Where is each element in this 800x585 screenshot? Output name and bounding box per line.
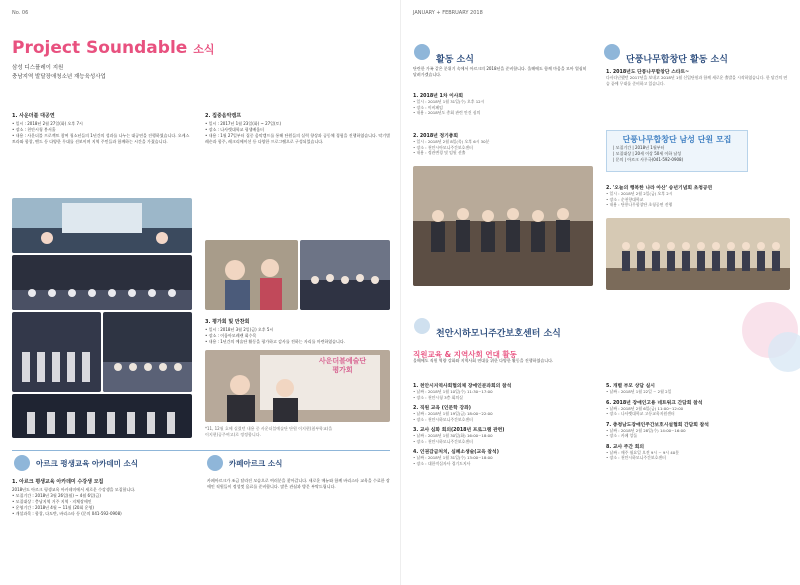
evaluation-banner-line2: 평가회: [332, 366, 353, 374]
center-title: [436, 321, 561, 340]
recruit-banner-lines: [613, 145, 745, 163]
activity-photo: [413, 166, 593, 286]
choir-section-1: [606, 64, 790, 86]
concert-body: • 내용 : 사운더블 프로젝트 참여 청소년들의 1년간의 성과를 나누는 대공연을 진행하였습니다. 오케스트라와 합창, 밴드 등 다양한 무대를 선보이며 지역 주민들과 함께하는 시간을 가졌습니다.: [12, 133, 190, 144]
decorative-circles: [730, 300, 800, 380]
center-item-2-heading: 2. 직원 교육 (인문학 강좌): [413, 406, 471, 411]
activity-item-1-heading: 1. 2018년 1차 이사회: [413, 94, 464, 99]
center-item-3-heading: 3. 교사 심화 회의(2018년 프로그램 관련): [413, 428, 505, 433]
section-concert: [12, 112, 192, 145]
activity-icon: [414, 44, 430, 60]
camp-photo-2: [300, 240, 390, 310]
academy-title: 아르크 평생교육 아카데미 소식: [36, 459, 139, 468]
concert-photo-3: [12, 312, 101, 392]
section-evaluation: [205, 318, 390, 345]
evaluation-banner-line1: 사운더블예술단: [318, 357, 367, 365]
activity-item-1-body: • 일시 : 2018년 1월 31일(수) 오후 12시 • 장소 : 이비페임 • 내용 : 2018년도 총회 관련 안건 심의: [413, 99, 485, 115]
concert-heading: 1. 사운더블 대공연: [12, 113, 55, 119]
center-title-text: 천안시하모니주간보호센터 소식: [436, 329, 561, 339]
page-number: No. 06: [12, 10, 29, 16]
camp-body: • 내용 : 1월 27일부터 집중 음악캠프를 통해 단원들의 실력 향상과 공동체 경험을 진행하였습니다. 악기별 레슨과 합주, 레크리에이션 등 다양한 프로그램으로 구성되었습니다.: [205, 133, 390, 144]
evaluation-banner: [305, 357, 380, 375]
academy-line-2: • 모집대상 : 충남지역 거주 지역 · 지체장애인: [12, 499, 92, 504]
cafe-title: 카페아르크 소식: [229, 459, 283, 468]
center-icon: [414, 318, 430, 334]
center-item-5-body: • 날짜 : 2018년 1월 22일 ~ 2월 2일: [606, 389, 672, 394]
academy-line-4: • 개설과목 : 합창, 다도반, 바리스타 등 (문의 041-592-0908): [12, 511, 122, 516]
title-main: Project Soundable: [12, 38, 188, 58]
concert-meta2: • 장소 : 천안시청 봉서홀: [12, 127, 56, 132]
activity-title-text: 활동 소식: [436, 55, 474, 65]
center-item-8-heading: 8. 교사 주간 회의: [606, 444, 644, 450]
center-item-1-heading: 1. 천안시지역사회협의체 장애인분과회의 참석: [413, 384, 512, 389]
camp-meta2: • 장소 : 나사렛대학교 평생배움터: [205, 127, 265, 132]
recruit-banner: [606, 130, 748, 172]
cafe-icon: [207, 455, 223, 471]
correction-caption: [205, 426, 390, 438]
activity-item-2-body: • 일시 : 2018년 2월 8일(목) 오후 6시 30분 • 장소 : 천안시아모니주간보호센터 • 내용 : 정관변경 및 임원 선출: [413, 139, 490, 155]
academy-line-3: • 운영기간 : 2018년 4월 ~ 11월 (20회 운영): [12, 505, 94, 510]
center-right-list: [606, 378, 790, 461]
evaluation-heading: 3. 평가회 및 만찬회: [205, 319, 250, 325]
recruit-line-3: | 문의 | 아르크 사무국(041-592-0908): [613, 157, 684, 162]
recruit-banner-title: 단풍나무합창단 남성 단원 모집: [622, 135, 732, 144]
subtitle-line1: 삼성 디스플레이 지원: [12, 65, 64, 71]
recruit-line-2: | 모집대상 | 20세 이상 50세 이하 남성: [613, 151, 682, 156]
choir-line-1: • 일시 : 2018년 2월 2일(금) 오후 2시: [606, 191, 673, 196]
cafe-text: 카페아르크가 조금 달라진 모습으로 여러분을 찾아갑니다. 새로운 메뉴와 함께 바리스타 교육을 수료한 장애인 직원들이 정성껏 음료를 준비합니다. 많은 관심과 방문 부탁드립니다.: [207, 478, 390, 489]
page-title: [12, 38, 214, 58]
center-item-3-body: • 날짜 : 2018년 1월 30일(화) 16:00~18:00 • 장소 : 천안시하모니주간보호센터: [413, 433, 493, 444]
activity-item-1: [413, 88, 588, 116]
choir-icon: [604, 44, 620, 60]
title-suffix: 소식: [193, 43, 215, 56]
activity-item-2-heading: 2. 2018년 정기총회: [413, 134, 459, 139]
academy-line-1: • 모집기간 : 2018년 3월 26일(월) ~ 4월 6일(금): [12, 493, 101, 498]
academy-intro: 2018년도 아르크 평생교육 아카데미에서 새로운 수강생을 모집합니다.: [12, 487, 136, 492]
choir-text: 다사다난했던 2017년을 보내고 2018년 1월 신입단원과 함께 새로운 출발을 시작하였습니다. 한 달간의 연습 끝에 무대를 준비하고 있습니다.: [606, 75, 788, 86]
choir-line-2: • 장소 : 순천향대학교: [606, 196, 644, 202]
choir-photo: [606, 218, 790, 290]
choir-heading-1: 1. 2018년도 단풍나무합창단 스타트~: [606, 70, 690, 75]
evaluation-body: • 내용 : 1년간의 예술단 활동을 평가하고 감사를 전하는 자리를 마련하였습니다.: [205, 339, 346, 344]
center-item-6-heading: 6. 2018년 장애인고용 네트워크 간담회 참석: [606, 400, 703, 406]
academy-section: [12, 478, 192, 517]
center-item-2-body: • 날짜 : 2018년 1월 19일(금) 18:00~22:00 • 장소 : 천안시하모니주간보호센터: [413, 411, 493, 422]
center-item-7-heading: 7. 충청남도장애인주간보호시설협회 간담회 참석: [606, 422, 709, 428]
center-item-6-body: • 날짜 : 2018년 2월 6일(금) 11:00~12:00 • 장소 : 나사렛대학교 고등교육지원센터: [606, 405, 684, 416]
recruit-line-1: | 모집기간 | 2018년 1월부터: [613, 145, 665, 150]
center-item-7-body: • 날짜 : 2018년 2월 28일(수) 14:00~16:00 • 장소 : 카페 앙돌: [606, 427, 686, 438]
center-item-1-body: • 날짜 : 2018년 1월 10일(수) 11:30~17:00 • 장소 : 천안시청 3층 회의실: [413, 389, 493, 400]
center-item-4-heading: 4. 인권감금처치, 심폐소생술(교육 참석): [413, 450, 499, 455]
section-camp: [205, 112, 390, 145]
choir-section-2: [606, 180, 790, 208]
subtitle: [12, 64, 106, 82]
issue-date: JANUARY + FEBRUARY 2018: [413, 10, 483, 16]
activity-item-2: [413, 128, 588, 156]
evaluation-meta2: • 장소 : 이룸아모레랜 회수목: [205, 333, 257, 338]
camp-meta1: • 일시 : 2017년 1월 23일(화) ~ 27일(토): [205, 121, 282, 126]
choir-title-text: 단풍나무합창단 활동 소식: [626, 55, 728, 65]
center-intro: 올해에도 직원 역량 강화와 지역사회 연대를 위한 다양한 활동을 진행하였습니다.: [413, 358, 554, 363]
concert-meta1: • 일시 : 2018년 2월 27일(화) 오후 7시: [12, 121, 83, 126]
caption-line2: 이지현(공주여고)로 정정합니다.: [205, 432, 261, 437]
center-item-8-body: • 날짜 : 매주 월요일 오전 9시 ~ 9시 40분 • 장소 : 천안시하모니주간보호센터: [606, 449, 679, 460]
choir-heading-2: 2. '오늘의 행복한 나라 아산' 송년기념회 초청공연: [606, 186, 713, 191]
evaluation-photo: [205, 350, 390, 422]
concert-photo-1: [12, 198, 192, 253]
camp-photo-1: [205, 240, 298, 310]
choir-line-3: • 내용 : 단풍나무합창단 초청공연 진행: [606, 202, 673, 207]
caption-line1: *11, 12월 호에 실렸던 내용 중 사운더블예술단 단원 이지현(첨부학교)을: [205, 426, 333, 431]
divider-bottom: [12, 450, 390, 451]
center-left-list: [413, 378, 593, 466]
evaluation-meta1: • 일시 : 2018년 3월 2일(금) 오후 5시: [205, 327, 274, 332]
camp-heading: 2. 집중음악캠프: [205, 113, 242, 119]
center-item-4-body: • 날짜 : 2018년 1월 31일(수) 13:00~18:00 • 장소 : 대한적십자사 경기도지사: [413, 455, 493, 466]
concert-photo-4: [103, 312, 192, 392]
concert-photo-5: [12, 394, 192, 438]
academy-heading: 1. 아르크 평생교육 아카데미 수강생 모집: [12, 479, 104, 485]
activity-intro: 단란한 가족 같은 분위기 속에서 아르크의 2018년을 준비합니다. 올해에도 함께 마음을 모아 열심히 달려가겠습니다.: [413, 66, 587, 77]
concert-photo-2: [12, 255, 192, 310]
activity-title: [436, 47, 474, 66]
subtitle-line2: 충남지역 발달장애청소년 재능육성사업: [12, 74, 106, 80]
center-subtitle-text: 직원교육 & 지역사회 연대 활동: [413, 350, 517, 359]
center-item-5-heading: 5. 개별 부모 상담 실시: [606, 384, 655, 389]
academy-icon: [14, 455, 30, 471]
